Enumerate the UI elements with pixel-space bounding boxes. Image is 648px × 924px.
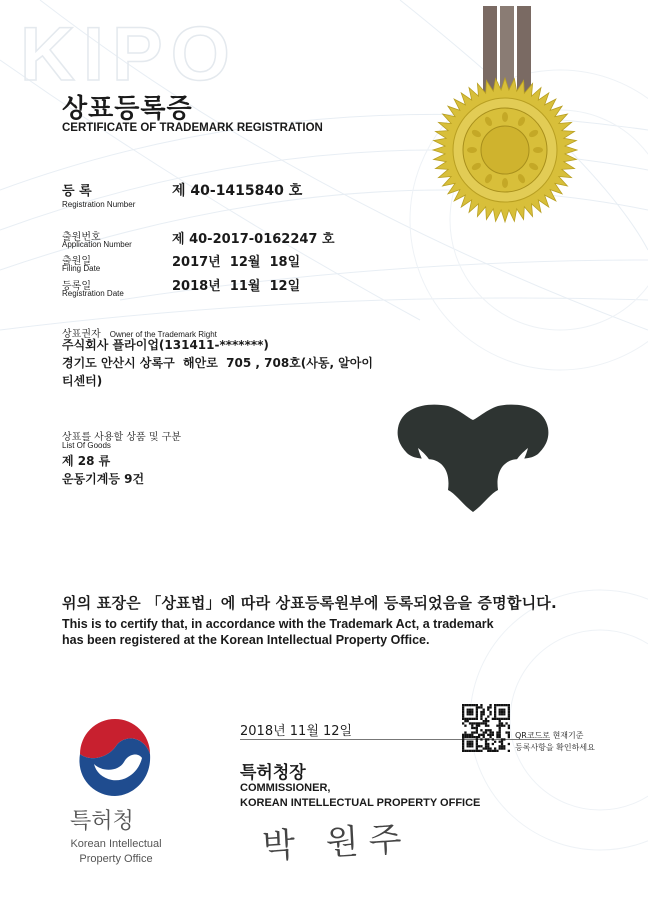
commissioner-title-english-1: COMMISSIONER, [240, 782, 331, 794]
kipo-name-english-1: Korean Intellectual [70, 838, 162, 850]
qr-note-line1: QR코드로 현재기준 [515, 731, 584, 740]
registration-label: 등 록 [62, 184, 92, 199]
trademark-logo-image [388, 398, 558, 516]
owner-label: 상표권자 [62, 329, 101, 340]
goods-class: 제 28 류 [62, 454, 111, 468]
owner-name: 주식회사 플라이업(131411-*******) [62, 338, 269, 352]
issue-date: 2018년 11월 12일 [240, 724, 353, 739]
svg-text:KIPO: KIPO [20, 12, 238, 97]
kipo-emblem-icon [72, 716, 158, 802]
qr-note-line2: 등록사항을 확인하세요 [515, 743, 595, 752]
filing-date: 2017년 12월 18일 [172, 255, 301, 270]
goods-label: 상표를 사용할 상품 및 구분 [62, 432, 181, 443]
owner-label-en: Owner of the Trademark Right [109, 330, 217, 339]
certification-statement-english-1: This is to certify that, in accordance with the Trademark Act, a trademark [62, 617, 494, 631]
registration-date-label-en: Registration Date [62, 289, 124, 298]
goods-label-en: List Of Goods [62, 441, 111, 450]
application-number: 제 40-2017-0162247 호 [172, 232, 335, 247]
application-label-en: Application Number [62, 240, 132, 249]
registration-number: 제 40-1415840 호 [172, 183, 303, 199]
registration-date: 2018년 11월 12일 [172, 279, 301, 294]
qr-code[interactable] [462, 704, 510, 752]
registration-date-label: 등록일 [62, 281, 91, 292]
owner-address-line2: 티센터) [62, 374, 103, 388]
filing-date-label: 출원일 [62, 256, 91, 267]
kipo-name-english-2: Property Office [79, 853, 153, 865]
kipo-name-korean: 특허청 [70, 809, 134, 834]
certification-statement-korean: 위의 표장은 「상표법」에 따라 상표등록원부에 등록되었음을 증명합니다. [62, 594, 557, 612]
registration-label-en: Registration Number [62, 200, 136, 209]
commissioner-title-korean: 특허청장 [240, 763, 306, 783]
filing-date-label-en: Filing Date [62, 264, 101, 273]
certification-statement-english-2: has been registered at the Korean Intellectual Property Office. [62, 633, 430, 647]
commissioner-title-english-2: KOREAN INTELLECTUAL PROPERTY OFFICE [240, 797, 481, 809]
owner-address-line1: 경기도 안산시 상록구 해안로 705 , 708호(사동, 알아이 [62, 356, 373, 370]
goods-description: 운동기계등 9건 [62, 472, 145, 486]
application-label: 출원번호 [62, 232, 101, 243]
commissioner-signature: 박 원주 [261, 819, 413, 867]
title-english: CERTIFICATE OF TRADEMARK REGISTRATION [62, 122, 323, 134]
title-korean: 상표등록증 [62, 94, 193, 124]
